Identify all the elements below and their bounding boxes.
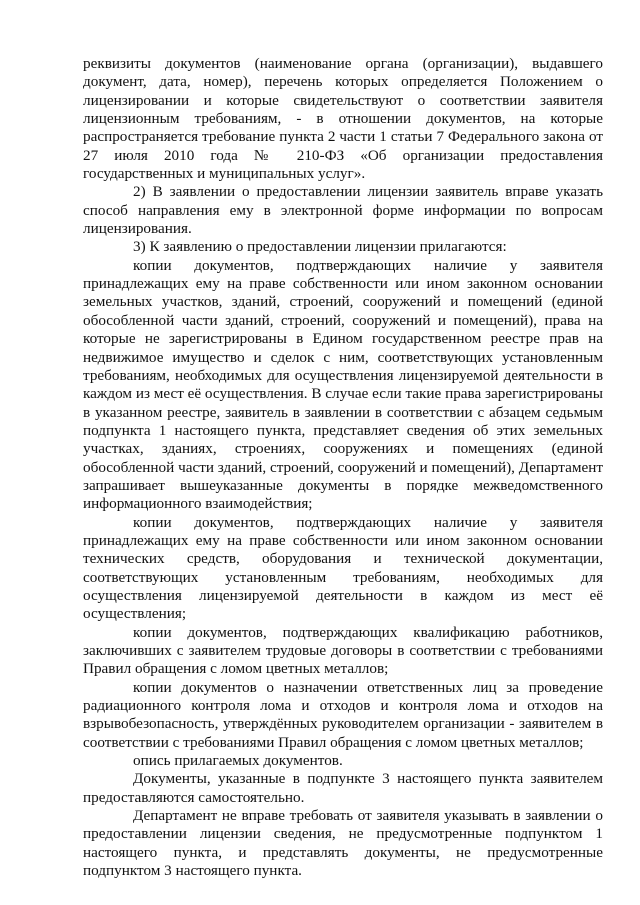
paragraph-inventory: опись прилагаемых документов. — [133, 752, 343, 770]
paragraph-responsible-persons: копии документов о назначении ответственных лиц за проведение радиационного контроля лома и отходов и контроля лома и отходов на взрывобезопасность, утверждённых руководителем организации - заявителем в соответствии с требованиями Правил обращения с ломом цветных металлов; — [83, 678, 603, 751]
paragraph-department-restriction: Департамент не вправе требовать от заявителя указывать в заявлении о предоставлении лицензии сведения, не предусмотренные подпунктом 1 настоящего пункта, и представлять документы, не предусмотренные подпунктом 3 настоящего пункта. — [83, 807, 603, 880]
paragraph-self-submission: Документы, указанные в подпункте 3 настоящего пункта заявителем предоставляются самостоятельно. — [83, 770, 603, 806]
paragraph-item-3: 3) К заявлению о предоставлении лицензии прилагаются: — [133, 238, 507, 256]
document-page — [83, 55, 603, 880]
paragraph-land-documents: копии документов, подтверждающих наличие у заявителя принадлежащих ему на праве собственности или ином законном основании земельных участков, зданий, строений, сооружений и помещений (единой обособленной части зданий, строений, сооружений и помещений), права на которые не зарегистрированы в Едином государственном реестре прав на недвижимое имущество и сделок с ним, соответствующих установленным требованиям, необходимых для осуществления лицензируемой деятельности в каждом из мест её осуществления. В случае если такие права зарегистрированы в указанном реестре, заявитель в заявлении в соответствии с абзацем седьмым подпункта 1 настоящего пункта, представляет сведения об этих земельных участках, зданиях, строениях, сооружениях и помещениях (единой обособленной части зданий, строений, сооружений и помещений), Департамент запрашивает вышеуказанные документы в порядке межведомственного информационного взаимодействия; — [83, 256, 604, 513]
paragraph-qualification-documents: копии документов, подтверждающих квалификацию работников, заключивших с заявителем трудовые договоры в соответствии с требованиями Правил обращения с ломом цветных металлов; — [83, 623, 603, 678]
paragraph-equipment-documents: копии документов, подтверждающих наличие у заявителя принадлежащих ему на праве собственности или ином законном основании технических средств, оборудования и технической документации, соответствующих установленным требованиям, необходимых для осуществления лицензируемой деятельности в каждом из мест её осуществления; — [83, 513, 603, 623]
paragraph-item-2: 2) В заявлении о предоставлении лицензии заявитель вправе указать способ направления ему в электронной форме информации по вопросам лицензирования. — [83, 183, 603, 238]
paragraph-requisites: реквизиты документов (наименование органа (организации), выдавшего документ, дата, номер), перечень которых определяется Положением о лицензировании и которые свидетельствуют о соответствии заявителя лицензионным требованиям, - в отношении документов, на которые распространяется требование пункта 2 части 1 статьи 7 Федерального закона от 27 июля 2010 года № 210-ФЗ «Об организации предоставления государственных и муниципальных услуг». — [83, 55, 603, 183]
